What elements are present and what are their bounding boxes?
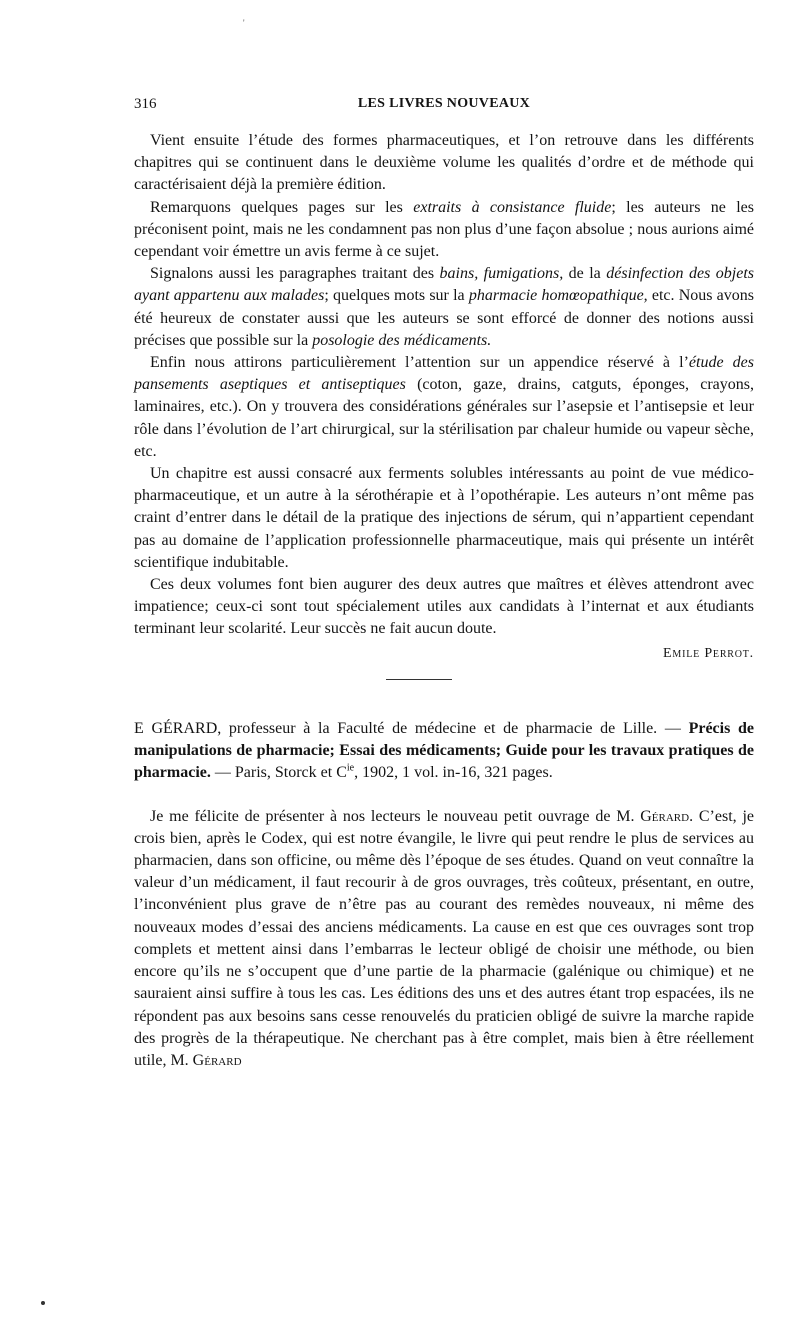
- paragraph-4: Enfin nous attirons particulièrement l’attention sur un appendice réservé à l’étude des pansements aseptiques et antiseptiques (coton, gaze, drains, catguts, éponges, crayons, laminaires, etc.). On y trouvera des considérations générales sur l’asepsie et l’antisepsie et leur rôle dans l’évolution de l’art chirurgical, sur la stérilisation par chaleur humide ou vapeur sèche, etc.: [134, 354, 755, 460]
- running-header: [134, 96, 754, 118]
- entry-title: Précis de manipulations de pharmacie; Essai des médicaments; Guide pour les travaux pratiques de pharmacie.: [134, 719, 755, 781]
- italic-phrase: posologie des médicaments.: [312, 331, 492, 349]
- page-number: 316: [134, 96, 157, 112]
- paragraph-review2: Je me félicite de présenter à nos lecteurs le nouveau petit ouvrage de M. Gérard. C’est, je crois bien, après le Codex, qui est notre évangile, le livre qui peut rendre le plus de services au pharmacien, dans son officine, ou même dès l’époque de ses études. Quand on veut connaître la valeur d’un médicament, il faut recourir à de gros ouvrages, très coûteux, présentant, en outre, l’inconvénient plus grave de n’être pas au courant des remèdes nouveaux, ni même des nouveaux modes d’essai des anciens médicaments. La cause en est que ces ouvrages sont trop complets et mettent ainsi dans l’embarras le lecteur obligé de choisir une méthode, ou bien encore qu’ils ne s’occupent que d’une partie de la pharmacie (galénique ou chimique) et ne sauraient ainsi suffire à tous les cas. Les éditions des uns et des autres étant trop espacées, ils ne répondent pas aux besoins sans cesse renouvelés du praticien obligé de suivre la marche rapide des progrès de la thérapeutique. Ne cherchant pas à être complet, mais bien à être réellement utile, M. Gérard: [134, 807, 754, 1069]
- italic-phrase: extraits à consistance fluide: [413, 198, 612, 216]
- entry-details: , 1902, 1 vol. in-16, 321 pages.: [354, 763, 553, 781]
- paragraph-3: Signalons aussi les paragraphes traitant des bains, fumigations, de la désinfection des objets ayant appartenu aux malades; quelques mots sur la pharmacie homœopathique, etc. Nous avons été heureux de constater aussi que les auteurs se sont efforcé de donner des notions aussi précises que possible sur la posologie des médicaments.: [134, 265, 755, 349]
- entry-author: E GÉRARD, professeur à la Faculté de médecine et de pharmacie de Lille. —: [134, 719, 681, 737]
- page-body: [134, 96, 754, 1072]
- paragraph-6: Ces deux volumes font bien augurer des deux autres que maîtres et élèves attendront avec impatience; ceux-ci sont tout spécialement utiles aux candidats à l’internat et aux étudiants terminant leur scolarité. Leur succès ne fait aucun doute.: [134, 576, 754, 638]
- entry-publisher: — Paris, Storck et C: [210, 763, 347, 781]
- paragraph-2: Remarquons quelques pages sur les extraits à consistance fluide; les auteurs ne les préconisent point, mais ne les condamnent pas non plus d’une façon absolue ; nous aurions aimé cependant voir émettre un avis ferme à ce sujet.: [134, 198, 755, 261]
- signature: Emile Perrot.: [663, 645, 754, 661]
- italic-phrase: bains, fumigations,: [439, 265, 564, 283]
- author-name: Gérard: [640, 807, 690, 825]
- italic-phrase: étude des pansements aseptiques et antiseptiques: [134, 354, 755, 394]
- section-divider: [386, 679, 452, 680]
- italic-phrase: désinfection des objets ayant appartenu aux malades: [134, 265, 754, 305]
- paragraph-1: Vient ensuite l’étude des formes pharmaceutiques, et l’on retrouve dans les différents chapitres qui se continuent dans le deuxième volume les qualités d’ordre et de méthode qui caractérisaient déjà la première édition.: [134, 132, 754, 194]
- review-perrot: [134, 130, 754, 665]
- entry-publisher-sup: ie: [346, 762, 355, 774]
- italic-phrase: pharmacie homœopathique,: [468, 287, 648, 305]
- speck-mark: [41, 1301, 45, 1305]
- author-name: Gérard: [192, 1051, 242, 1069]
- bibliographic-entry: [134, 718, 754, 784]
- paragraph-5: Un chapitre est aussi consacré aux ferments solubles intéressants au point de vue médico-pharmaceutique, et un autre à la sérothérapie et à l’opothérapie. Les auteurs n’ont même pas craint d’entrer dans le détail de la pratique des injections de sérum, qui n’appartient cependant pas au domaine de l’application professionnelle pharmaceutique, mais qui présente un intérêt scientifique indubitable.: [134, 465, 754, 571]
- running-title: LES LIVRES NOUVEAUX: [357, 96, 531, 111]
- review-gerard: [134, 806, 754, 1072]
- top-tick-mark: ': [243, 18, 245, 28]
